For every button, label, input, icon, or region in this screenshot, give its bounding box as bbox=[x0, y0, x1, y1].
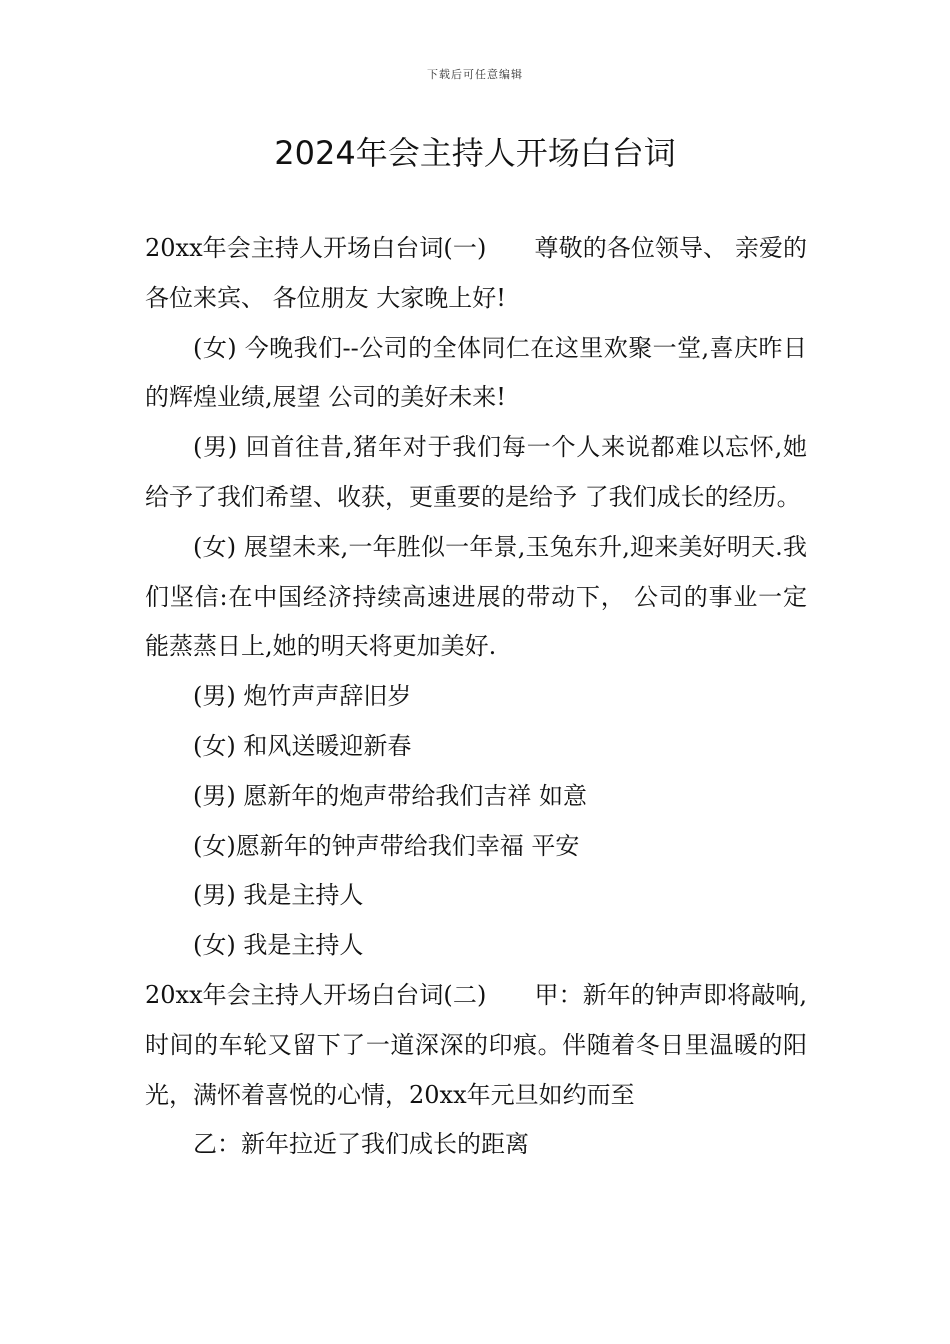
document-body bbox=[145, 224, 807, 1170]
paragraph-7: (男) 愿新年的炮声带给我们吉祥 如意 bbox=[193, 781, 587, 810]
paragraph-4: (女) 展望未来,一年胜似一年景,玉兔东升,迎来美好明天.我们坚信:在中国经济持续高速进展的带动下， 公司的事业一定能蒸蒸日上,她的明天将更加美好. bbox=[145, 532, 807, 661]
paragraph-3: (男) 回首往昔,猪年对于我们每一个人来说都难以忘怀,她给予了我们希望、收获，更重要的是给予 了我们成长的经历。 bbox=[145, 433, 807, 511]
paragraph-8: (女)愿新年的钟声带给我们幸福 平安 bbox=[193, 831, 580, 860]
paragraph-2: (女) 今晚我们--公司的全体同仁在这里欢聚一堂,喜庆昨日的辉煌业绩,展望 公司的美好未来! bbox=[145, 333, 807, 412]
paragraph-9: (男) 我是主持人 bbox=[193, 881, 364, 910]
paragraph-6: (女) 和风送暖迎新春 bbox=[193, 731, 412, 760]
paragraph-1: 20xx年会主持人开场白台词(一) 尊敬的各位领导、 亲爱的各位来宾、 各位朋友 大家晚上好! bbox=[145, 234, 807, 312]
paragraph-12: 乙：新年拉近了我们成长的距离 bbox=[193, 1130, 529, 1159]
paragraph-5: (男) 炮竹声声辞旧岁 bbox=[193, 682, 412, 711]
paragraph-11: 20xx年会主持人开场白台词(二) 甲：新年的钟声即将敲响,时间的车轮又留下了一道深深的印痕。伴随着冬日里温暖的阳光，满怀着喜悦的心情，20xx年元旦如约而至 bbox=[145, 980, 807, 1109]
header-note: 下载后可任意编辑 bbox=[427, 68, 523, 81]
document-title: 2024年会主持人开场白台词 bbox=[274, 134, 676, 172]
paragraph-10: (女) 我是主持人 bbox=[193, 931, 364, 960]
